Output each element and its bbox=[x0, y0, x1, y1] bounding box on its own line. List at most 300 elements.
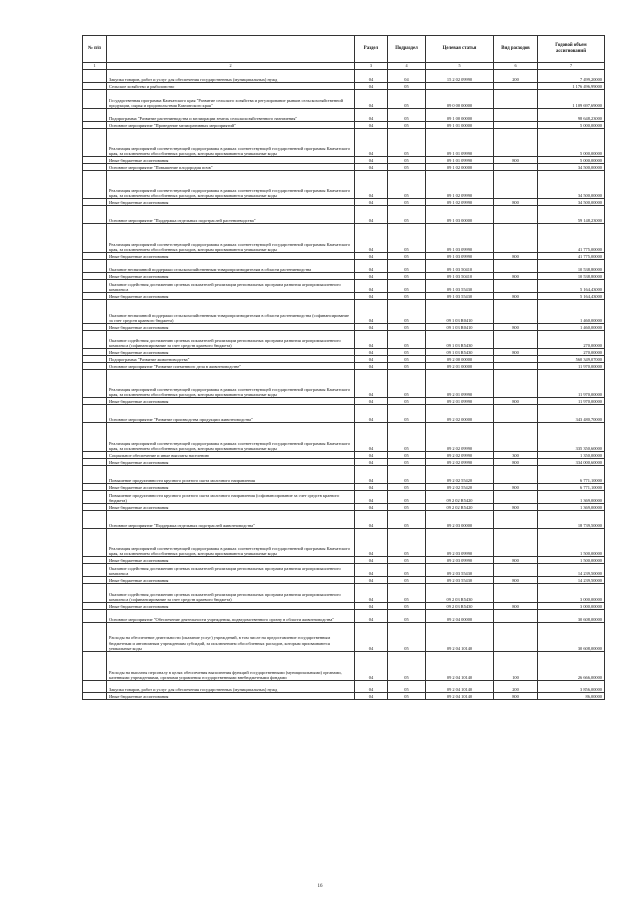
cell-amount: 98 648,23000 bbox=[538, 109, 605, 122]
cell-number bbox=[83, 122, 107, 129]
cell-amount: 34 500,00000 bbox=[538, 171, 605, 199]
cell-expense-type: 800 bbox=[494, 484, 538, 491]
table-row bbox=[83, 511, 605, 529]
table-row bbox=[83, 300, 605, 324]
table-row bbox=[83, 405, 605, 423]
cell-target-article: 09 1 03 50410 bbox=[426, 273, 494, 280]
cell-name: Основное мероприятие "Обеспечение деятельности учреждения, подведомственного органу в области животноводства" bbox=[107, 610, 355, 623]
cell-podrazdel: 05 bbox=[388, 491, 426, 504]
table-row bbox=[83, 363, 605, 370]
cell-target-article: 09 1 02 09990 bbox=[426, 171, 494, 199]
cell-number bbox=[83, 504, 107, 511]
cell-amount: 7 499,20000 bbox=[538, 70, 605, 83]
cell-target-article: 09 1 03 55430 bbox=[426, 280, 494, 293]
cell-name: Сельское хозяйство и рыболовство bbox=[107, 83, 355, 90]
cell-expense-type: 300 bbox=[494, 452, 538, 459]
cell-number bbox=[83, 557, 107, 564]
cell-number bbox=[83, 452, 107, 459]
cell-name: Закупка товаров, работ и услуг для обеспечения государственных (муниципальных) нужд bbox=[107, 681, 355, 693]
table-row bbox=[83, 331, 605, 349]
cell-number bbox=[83, 109, 107, 122]
cell-name: Оказание содействия достижению целевых показателей реализации региональных программ развития агропромышленного комплекса (софинансирование за счет средств краевого бюджета) bbox=[107, 584, 355, 603]
cell-expense-type: 800 bbox=[494, 253, 538, 260]
cell-razdel: 04 bbox=[355, 564, 388, 577]
cell-podrazdel: 05 bbox=[388, 129, 426, 157]
cell-razdel: 04 bbox=[355, 324, 388, 331]
cell-amount: 1 460,00000 bbox=[538, 300, 605, 324]
cell-target-article: 09 2 03 R5430 bbox=[426, 584, 494, 603]
cell-expense-type: 800 bbox=[494, 324, 538, 331]
cell-target-article: 09 2 02 09990 bbox=[426, 452, 494, 459]
cell-podrazdel: 05 bbox=[388, 504, 426, 511]
cell-razdel: 04 bbox=[355, 157, 388, 164]
cell-amount: 1 500,00000 bbox=[538, 557, 605, 564]
cell-razdel: 04 bbox=[355, 504, 388, 511]
cell-name: Реализация мероприятий соответствующей подпрограммы в рамках соответствующей государственной программы Камчатского края, за исключением обособленных расходов, которым присваиваются уникальные коды bbox=[107, 529, 355, 557]
cell-expense-type: 200 bbox=[494, 681, 538, 693]
cell-number bbox=[83, 171, 107, 199]
cell-target-article bbox=[426, 83, 494, 90]
cell-name: Подпрограмма "Развитие животноводства" bbox=[107, 356, 355, 363]
cell-podrazdel: 05 bbox=[388, 652, 426, 681]
cell-number bbox=[83, 577, 107, 584]
budget-table bbox=[82, 35, 605, 700]
cell-podrazdel: 05 bbox=[388, 349, 426, 356]
table-row bbox=[83, 577, 605, 584]
cell-target-article: 09 1 01 09990 bbox=[426, 157, 494, 164]
cell-amount: 11 970,00000 bbox=[538, 370, 605, 398]
cell-expense-type bbox=[494, 122, 538, 129]
cell-expense-type bbox=[494, 331, 538, 349]
cell-razdel: 04 bbox=[355, 423, 388, 452]
cell-amount: 6 771,10000 bbox=[538, 484, 605, 491]
cell-target-article: 09 2 01 00000 bbox=[426, 363, 494, 370]
cell-number bbox=[83, 70, 107, 83]
cell-name: Основное мероприятие "Развитие племенного дела в животноводстве" bbox=[107, 363, 355, 370]
cell-expense-type bbox=[494, 171, 538, 199]
table-row bbox=[83, 129, 605, 157]
cell-amount: 86,00000 bbox=[538, 693, 605, 700]
cell-podrazdel: 05 bbox=[388, 260, 426, 273]
cell-expense-type bbox=[494, 511, 538, 529]
cell-razdel: 04 bbox=[355, 109, 388, 122]
table-row bbox=[83, 610, 605, 623]
cell-number bbox=[83, 300, 107, 324]
cell-target-article: 09 1 03 50410 bbox=[426, 260, 494, 273]
table-row bbox=[83, 83, 605, 90]
cell-podrazdel: 05 bbox=[388, 370, 426, 398]
cell-razdel: 04 bbox=[355, 491, 388, 504]
cell-razdel: 04 bbox=[355, 253, 388, 260]
table-row bbox=[83, 504, 605, 511]
table-row bbox=[83, 693, 605, 700]
cell-name: Иные бюджетные ассигнования bbox=[107, 349, 355, 356]
cell-name: Иные бюджетные ассигнования bbox=[107, 157, 355, 164]
cell-target-article: 09 1 03 R5430 bbox=[426, 349, 494, 356]
cell-podrazdel: 05 bbox=[388, 331, 426, 349]
cell-name: Реализация мероприятий соответствующей подпрограммы в рамках соответствующей государственной программы Камчатского края, за исключением обособленных расходов, которым присваиваются уникальные коды bbox=[107, 423, 355, 452]
cell-expense-type: 800 bbox=[494, 603, 538, 610]
cell-razdel: 04 bbox=[355, 293, 388, 300]
cell-razdel: 04 bbox=[355, 652, 388, 681]
cell-podrazdel: 05 bbox=[388, 623, 426, 652]
cell-expense-type: 800 bbox=[494, 504, 538, 511]
cell-expense-type bbox=[494, 610, 538, 623]
cell-number bbox=[83, 293, 107, 300]
cell-podrazdel: 05 bbox=[388, 610, 426, 623]
cell-amount: 41 775,00000 bbox=[538, 224, 605, 253]
cell-amount: 560 349,07000 bbox=[538, 356, 605, 363]
cell-amount: 18 739,50000 bbox=[538, 511, 605, 529]
cell-number bbox=[83, 224, 107, 253]
cell-target-article: 09 2 02 00000 bbox=[426, 405, 494, 423]
cell-name: Основное мероприятие "Поддержка отдельных подотраслей растениеводства" bbox=[107, 206, 355, 224]
table-row bbox=[83, 564, 605, 577]
cell-expense-type bbox=[494, 164, 538, 171]
cell-number bbox=[83, 199, 107, 206]
cell-razdel: 04 bbox=[355, 224, 388, 253]
cell-name: Иные бюджетные ассигнования bbox=[107, 324, 355, 331]
cell-target-article: 09 0 00 00000 bbox=[426, 90, 494, 109]
cell-expense-type bbox=[494, 423, 538, 452]
cell-razdel: 04 bbox=[355, 459, 388, 466]
cell-expense-type bbox=[494, 260, 538, 273]
header-razdel: Раздел bbox=[355, 36, 388, 63]
cell-razdel: 04 bbox=[355, 331, 388, 349]
cell-amount: 30 608,00000 bbox=[538, 610, 605, 623]
cell-target-article: 09 2 04 10140 bbox=[426, 623, 494, 652]
cell-amount: 5 000,00000 bbox=[538, 157, 605, 164]
cell-razdel: 04 bbox=[355, 164, 388, 171]
cell-name: Оказание несвязанной поддержки сельскохозяйственным товаропроизводителям в области растениеводства (софинансирование за счет средств краевого бюджета) bbox=[107, 300, 355, 324]
cell-expense-type bbox=[494, 109, 538, 122]
cell-podrazdel: 05 bbox=[388, 584, 426, 603]
table-row bbox=[83, 398, 605, 405]
cell-podrazdel: 05 bbox=[388, 109, 426, 122]
cell-name: Основное мероприятие "Проведение мелиоративных мероприятий" bbox=[107, 122, 355, 129]
cell-expense-type bbox=[494, 466, 538, 484]
cell-expense-type bbox=[494, 370, 538, 398]
cell-podrazdel: 05 bbox=[388, 90, 426, 109]
cell-target-article: 09 1 03 09990 bbox=[426, 224, 494, 253]
cell-target-article: 09 2 03 00000 bbox=[426, 511, 494, 529]
table-row bbox=[83, 370, 605, 398]
cell-target-article: 09 2 00 00000 bbox=[426, 356, 494, 363]
cell-razdel: 04 bbox=[355, 584, 388, 603]
cell-razdel: 04 bbox=[355, 280, 388, 293]
cell-target-article: 09 1 03 09990 bbox=[426, 253, 494, 260]
cell-name: Расходы на выплаты персоналу в целях обеспечения выполнения функций государственными (муниципальными) органами, казенными учреждениями, органами управления государственными внебюджетными фондами bbox=[107, 652, 355, 681]
table-row bbox=[83, 349, 605, 356]
cell-amount: 10 538,80000 bbox=[538, 273, 605, 280]
cell-amount: 334 000,60000 bbox=[538, 459, 605, 466]
cell-podrazdel: 05 bbox=[388, 557, 426, 564]
column-number: 5 bbox=[426, 63, 494, 70]
cell-number bbox=[83, 356, 107, 363]
cell-razdel: 04 bbox=[355, 260, 388, 273]
table-row bbox=[83, 603, 605, 610]
cell-podrazdel: 05 bbox=[388, 224, 426, 253]
cell-razdel: 04 bbox=[355, 681, 388, 693]
column-number: 4 bbox=[388, 63, 426, 70]
table-row bbox=[83, 452, 605, 459]
cell-razdel: 04 bbox=[355, 90, 388, 109]
cell-expense-type: 800 bbox=[494, 459, 538, 466]
cell-name: Реализация мероприятий соответствующей подпрограммы в рамках соответствующей государственной программы Камчатского края, за исключением обособленных расходов, которым присваиваются уникальные коды bbox=[107, 129, 355, 157]
cell-expense-type: 800 bbox=[494, 557, 538, 564]
column-number: 3 bbox=[355, 63, 388, 70]
cell-target-article: 09 2 02 R5420 bbox=[426, 491, 494, 504]
page-number: 16 bbox=[317, 884, 323, 889]
cell-razdel: 04 bbox=[355, 511, 388, 529]
cell-number bbox=[83, 363, 107, 370]
cell-podrazdel: 05 bbox=[388, 164, 426, 171]
cell-expense-type bbox=[494, 363, 538, 370]
cell-podrazdel: 05 bbox=[388, 398, 426, 405]
table-row bbox=[83, 90, 605, 109]
cell-amount: 41 775,00000 bbox=[538, 253, 605, 260]
cell-podrazdel: 05 bbox=[388, 199, 426, 206]
cell-number bbox=[83, 529, 107, 557]
cell-name: Иные бюджетные ассигнования bbox=[107, 557, 355, 564]
cell-expense-type bbox=[494, 129, 538, 157]
cell-name: Основное мероприятие "Развитие производства продукции животноводства" bbox=[107, 405, 355, 423]
cell-amount: 270,00000 bbox=[538, 331, 605, 349]
column-number: 1 bbox=[83, 63, 107, 70]
cell-number bbox=[83, 511, 107, 529]
cell-razdel: 04 bbox=[355, 452, 388, 459]
cell-podrazdel: 05 bbox=[388, 83, 426, 90]
cell-podrazdel: 05 bbox=[388, 466, 426, 484]
cell-number bbox=[83, 623, 107, 652]
cell-target-article: 09 2 02 55420 bbox=[426, 466, 494, 484]
cell-number bbox=[83, 564, 107, 577]
cell-target-article: 09 1 00 00000 bbox=[426, 109, 494, 122]
cell-razdel: 04 bbox=[355, 398, 388, 405]
cell-target-article: 09 2 04 00000 bbox=[426, 610, 494, 623]
cell-name: Реализация мероприятий соответствующей подпрограммы в рамках соответствующей государственной программы Камчатского края, за исключением обособленных расходов, которым присваиваются уникальные коды bbox=[107, 171, 355, 199]
cell-expense-type: 800 bbox=[494, 293, 538, 300]
table-row bbox=[83, 171, 605, 199]
column-number: 7 bbox=[538, 63, 605, 70]
cell-razdel: 04 bbox=[355, 484, 388, 491]
cell-razdel: 04 bbox=[355, 273, 388, 280]
cell-amount: 5 000,00000 bbox=[538, 129, 605, 157]
cell-podrazdel: 05 bbox=[388, 577, 426, 584]
table-row bbox=[83, 652, 605, 681]
cell-podrazdel: 05 bbox=[388, 511, 426, 529]
cell-expense-type bbox=[494, 356, 538, 363]
cell-target-article: 09 1 03 00000 bbox=[426, 206, 494, 224]
table-row bbox=[83, 557, 605, 564]
cell-amount: 5 000,00000 bbox=[538, 122, 605, 129]
cell-expense-type bbox=[494, 405, 538, 423]
cell-expense-type bbox=[494, 300, 538, 324]
table-row bbox=[83, 164, 605, 171]
cell-number bbox=[83, 603, 107, 610]
cell-razdel: 04 bbox=[355, 300, 388, 324]
cell-number bbox=[83, 466, 107, 484]
cell-number bbox=[83, 349, 107, 356]
cell-name: Иные бюджетные ассигнования bbox=[107, 398, 355, 405]
cell-razdel: 04 bbox=[355, 122, 388, 129]
cell-amount: 270,00000 bbox=[538, 349, 605, 356]
cell-name: Государственная программа Камчатского края "Развитие сельского хозяйства и регулирование рынков сельскохозяйственной продукции, сырья и продовольствия Камчатского края" bbox=[107, 90, 355, 109]
cell-podrazdel: 05 bbox=[388, 529, 426, 557]
cell-target-article: 09 2 02 R5420 bbox=[426, 504, 494, 511]
cell-podrazdel: 05 bbox=[388, 171, 426, 199]
cell-podrazdel: 05 bbox=[388, 459, 426, 466]
cell-target-article: 09 2 04 10140 bbox=[426, 652, 494, 681]
table-header bbox=[83, 36, 605, 70]
cell-expense-type: 200 bbox=[494, 70, 538, 83]
cell-razdel: 04 bbox=[355, 199, 388, 206]
table-row bbox=[83, 584, 605, 603]
cell-name: Оказание содействия достижению целевых показателей реализации региональных программ развития агропромышленного комплекса bbox=[107, 280, 355, 293]
cell-expense-type: 800 bbox=[494, 693, 538, 700]
cell-expense-type bbox=[494, 623, 538, 652]
cell-target-article: 09 2 03 55430 bbox=[426, 577, 494, 584]
cell-target-article: 09 2 03 09990 bbox=[426, 557, 494, 564]
cell-razdel: 04 bbox=[355, 405, 388, 423]
cell-podrazdel: 05 bbox=[388, 122, 426, 129]
cell-podrazdel: 05 bbox=[388, 157, 426, 164]
cell-expense-type: 800 bbox=[494, 398, 538, 405]
cell-amount: 1 176 496,99000 bbox=[538, 83, 605, 90]
cell-amount: 3 000,00000 bbox=[538, 603, 605, 610]
cell-expense-type: 800 bbox=[494, 157, 538, 164]
cell-target-article: 09 1 03 55430 bbox=[426, 293, 494, 300]
cell-expense-type: 100 bbox=[494, 652, 538, 681]
cell-amount: 1 369,00000 bbox=[538, 491, 605, 504]
cell-amount: 3 000,00000 bbox=[538, 584, 605, 603]
table-row bbox=[83, 681, 605, 693]
cell-amount: 11 970,00000 bbox=[538, 398, 605, 405]
cell-amount: 30 608,00000 bbox=[538, 623, 605, 652]
cell-razdel: 04 bbox=[355, 356, 388, 363]
table-row bbox=[83, 273, 605, 280]
cell-name: Иные бюджетные ассигнования bbox=[107, 603, 355, 610]
cell-expense-type bbox=[494, 90, 538, 109]
cell-razdel: 04 bbox=[355, 623, 388, 652]
cell-podrazdel: 05 bbox=[388, 564, 426, 577]
cell-razdel: 04 bbox=[355, 370, 388, 398]
cell-razdel: 04 bbox=[355, 557, 388, 564]
cell-target-article: 15 2 02 09990 bbox=[426, 70, 494, 83]
cell-number bbox=[83, 484, 107, 491]
cell-amount: 343 480,70000 bbox=[538, 405, 605, 423]
cell-razdel: 04 bbox=[355, 206, 388, 224]
cell-expense-type bbox=[494, 224, 538, 253]
header-number: № п/п bbox=[83, 36, 107, 63]
header-annual-amount: Годовой объем ассигнований bbox=[538, 36, 605, 63]
cell-name: Иные бюджетные ассигнования bbox=[107, 293, 355, 300]
cell-name: Основное мероприятие "Повышение плодородия почв" bbox=[107, 164, 355, 171]
cell-name: Подпрограмма "Развитие растениеводства и мелиорации земель сельскохозяйственного назначения" bbox=[107, 109, 355, 122]
cell-razdel: 04 bbox=[355, 363, 388, 370]
table-row bbox=[83, 109, 605, 122]
cell-number bbox=[83, 83, 107, 90]
cell-name: Оказание несвязанной поддержки сельскохозяйственным товаропроизводителям в области растениеводства bbox=[107, 260, 355, 273]
cell-name: Социальное обеспечение и иные выплаты населению bbox=[107, 452, 355, 459]
cell-podrazdel: 05 bbox=[388, 280, 426, 293]
cell-expense-type bbox=[494, 83, 538, 90]
cell-podrazdel: 05 bbox=[388, 273, 426, 280]
column-numbering-row bbox=[83, 63, 605, 70]
cell-razdel: 04 bbox=[355, 83, 388, 90]
table-row bbox=[83, 122, 605, 129]
table-row bbox=[83, 484, 605, 491]
cell-name: Иные бюджетные ассигнования bbox=[107, 693, 355, 700]
cell-amount: 34 500,00000 bbox=[538, 164, 605, 171]
cell-name: Иные бюджетные ассигнования bbox=[107, 459, 355, 466]
cell-number bbox=[83, 491, 107, 504]
cell-razdel: 04 bbox=[355, 129, 388, 157]
table-row bbox=[83, 623, 605, 652]
cell-podrazdel: 05 bbox=[388, 423, 426, 452]
cell-expense-type bbox=[494, 564, 538, 577]
cell-name: Закупка товаров, работ и услуг для обеспечения государственных (муниципальных) нужд bbox=[107, 70, 355, 83]
cell-amount: 5 164,43000 bbox=[538, 293, 605, 300]
cell-name: Повышение продуктивности крупного рогатого скота молочного направления (софинансирование за счет средств краевого бюджета) bbox=[107, 491, 355, 504]
cell-target-article: 09 1 03 R5430 bbox=[426, 331, 494, 349]
cell-expense-type: 800 bbox=[494, 199, 538, 206]
cell-amount: 11 970,00000 bbox=[538, 363, 605, 370]
cell-amount: 1 460,00000 bbox=[538, 324, 605, 331]
cell-expense-type bbox=[494, 280, 538, 293]
cell-amount: 26 666,00000 bbox=[538, 652, 605, 681]
cell-podrazdel: 05 bbox=[388, 603, 426, 610]
cell-number bbox=[83, 405, 107, 423]
table-row bbox=[83, 280, 605, 293]
column-number: 2 bbox=[107, 63, 355, 70]
cell-number bbox=[83, 324, 107, 331]
cell-podrazdel: 05 bbox=[388, 293, 426, 300]
cell-number bbox=[83, 398, 107, 405]
cell-number bbox=[83, 370, 107, 398]
cell-expense-type bbox=[494, 206, 538, 224]
cell-amount: 59 148,23000 bbox=[538, 206, 605, 224]
cell-number bbox=[83, 693, 107, 700]
cell-amount: 14 239,50000 bbox=[538, 564, 605, 577]
cell-target-article: 09 2 01 09990 bbox=[426, 398, 494, 405]
cell-target-article: 09 1 03 R0410 bbox=[426, 300, 494, 324]
cell-name: Иные бюджетные ассигнования bbox=[107, 484, 355, 491]
cell-podrazdel: 05 bbox=[388, 484, 426, 491]
cell-razdel: 04 bbox=[355, 603, 388, 610]
column-number: 6 bbox=[494, 63, 538, 70]
cell-podrazdel: 05 bbox=[388, 300, 426, 324]
cell-podrazdel: 05 bbox=[388, 324, 426, 331]
cell-podrazdel: 05 bbox=[388, 681, 426, 693]
cell-name: Оказание содействия достижению целевых показателей реализации региональных программ развития агропромышленного комплекса bbox=[107, 564, 355, 577]
table-row bbox=[83, 224, 605, 253]
cell-podrazdel: 05 bbox=[388, 452, 426, 459]
cell-amount: 1 500,00000 bbox=[538, 529, 605, 557]
header-podrazdel: Подраздел bbox=[388, 36, 426, 63]
table-row bbox=[83, 324, 605, 331]
table-row bbox=[83, 356, 605, 363]
cell-name: Реализация мероприятий соответствующей подпрограммы в рамках соответствующей государственной программы Камчатского края, за исключением обособленных расходов, которым присваиваются уникальные коды bbox=[107, 370, 355, 398]
header-expense-type: Вид расходов bbox=[494, 36, 538, 63]
cell-expense-type: 800 bbox=[494, 577, 538, 584]
table-row bbox=[83, 253, 605, 260]
cell-name: Иные бюджетные ассигнования bbox=[107, 577, 355, 584]
cell-number bbox=[83, 610, 107, 623]
cell-number bbox=[83, 423, 107, 452]
header-name bbox=[107, 36, 355, 63]
cell-amount: 5 164,43000 bbox=[538, 280, 605, 293]
